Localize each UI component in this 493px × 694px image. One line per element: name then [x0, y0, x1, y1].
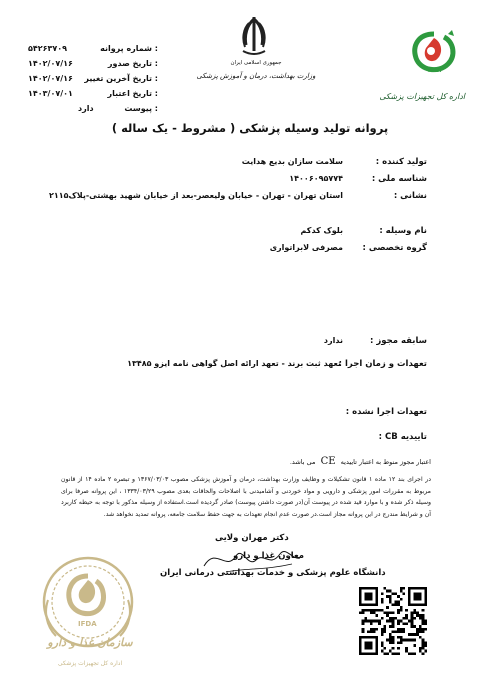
expiry-date: [28, 89, 158, 100]
license-number-value: ۵۴۲۶۳۷۰۹: [28, 44, 68, 53]
specialty-group-value: مصرفی لابراتواری: [269, 243, 343, 252]
legal-paragraph: در اجرای بند ۱۲ ماده ۱ قانون تشکیلات و وظایف وزارت بهداشت، درمان و آموزش پزشکی مصوب ۱۳۶۷/۰۳/۰۳ و تبصره ۲ ماده ۱۴ از قانون مربوط به مقررات امور پزشکی و دارویی و مواد خوردنی و آشامیدنی با اصلاحات والحاقات بعدی مصوب ۱۳۳۴/۰۳/۲۹ ، این پروانه صرفا برای وسیله ذکر شده و با موارد قید شده در پیوست آن(در صورت داشتن پیوست) صادر گردیده است.استفاده از وسیله مذکور با توجه به حیطه کاربرد آن و شرایط مندرج در این پروانه مجاز است.در صورت عدم انجام تعهدات به جهت حفظ سلامت جامعه، پروانه تمدید نخواهد شد.: [61, 476, 431, 518]
producer-value: سلامت سازان بدیع هدایت: [241, 157, 343, 166]
seal-abbr: IFDA: [78, 620, 97, 628]
signatory-organization: دانشگاه علوم پزشکی و خدمات بهداشتی درمانی ایران: [160, 568, 386, 578]
ce-approval-label: تاییدیه CB :: [378, 432, 427, 442]
producer-label: تولید کننده :: [375, 157, 427, 167]
specialty-group-label: گروه تخصصی :: [362, 243, 427, 253]
attachment: [28, 104, 158, 115]
unfulfilled-obligations-label: تعهدات اجرا نشده :: [345, 407, 427, 417]
qr-code[interactable]: [359, 587, 427, 655]
seal-text-1: سازمان غذا و دارو: [47, 636, 133, 649]
device-name-value: بلوک کدکم: [300, 226, 343, 235]
ifda-abbr: IFDA: [428, 68, 442, 74]
attachment-value: دارد: [78, 104, 94, 113]
issue-date: [28, 59, 158, 70]
expiry-date-value: ۱۴۰۳/۰۷/۰۱: [28, 89, 73, 98]
fda-logo: [404, 28, 464, 90]
national-id-value: ۱۴۰۰۶۰۹۵۷۷۴: [289, 174, 343, 183]
obligations-value: تعهد ثبت برند - تعهد ارائه اصل گواهی نامه ایزو ۱۳۴۸۵: [127, 359, 341, 368]
ce-note-suffix: می باشد.: [289, 458, 316, 466]
license-history-label: سابقه مجوز :: [370, 336, 427, 346]
issue-date-label: تاریخ صدور :: [107, 59, 158, 68]
signatory-name: دکتر مهران ولایی: [215, 533, 289, 543]
iran-emblem: [237, 15, 271, 57]
ce-mark: CE: [320, 456, 336, 467]
attachment-label: پیوست :: [124, 104, 158, 113]
page-title: پروانه تولید وسیله پزشکی ( مشروط - یک ساله ): [111, 121, 389, 135]
obligations-label: تعهدات و زمان اجرا :: [338, 359, 427, 369]
qr-code-icon: [359, 587, 427, 655]
national-id-label: شناسه ملی :: [371, 174, 427, 184]
address-value: استان تهران - تهران - خیابان ولیعصر-بعد از خیابان شهید بهشتی-پلاک۲۱۱۵: [49, 191, 343, 200]
ifda-seal: [34, 550, 146, 680]
emblem-line-2: وزارت بهداشت، درمان و آموزش پزشکی: [196, 72, 316, 80]
address-label: نشانی :: [393, 191, 427, 201]
license-number-label: شماره پروانه :: [100, 44, 158, 53]
license-number: [28, 44, 158, 55]
expiry-date-label: تاریخ اعتبار :: [107, 89, 158, 98]
last-change-date-label: تاریخ آخرین تغییر :: [84, 74, 158, 83]
ce-note-prefix: اعتبار مجوز منوط به اعتبار تاییدیه: [340, 458, 431, 466]
issue-date-value: ۱۴۰۲/۰۷/۱۶: [28, 59, 73, 68]
seal-text-2: اداره کل تجهیزات پزشکی: [57, 660, 123, 667]
last-change-date-value: ۱۴۰۲/۰۷/۱۶: [28, 74, 73, 83]
emblem-line-1: جمهوری اسلامی ایران: [230, 60, 282, 66]
ce-validity-note: [290, 456, 431, 467]
iran-emblem-icon: [237, 15, 271, 57]
device-name-label: نام وسیله :: [379, 226, 427, 236]
last-change-date: [28, 74, 158, 85]
license-history-value: ندارد: [323, 336, 343, 345]
fda-caption: اداره کل تجهیزات پزشکی: [379, 92, 465, 101]
signatory-position: معاون غذا و دارو: [233, 551, 305, 561]
